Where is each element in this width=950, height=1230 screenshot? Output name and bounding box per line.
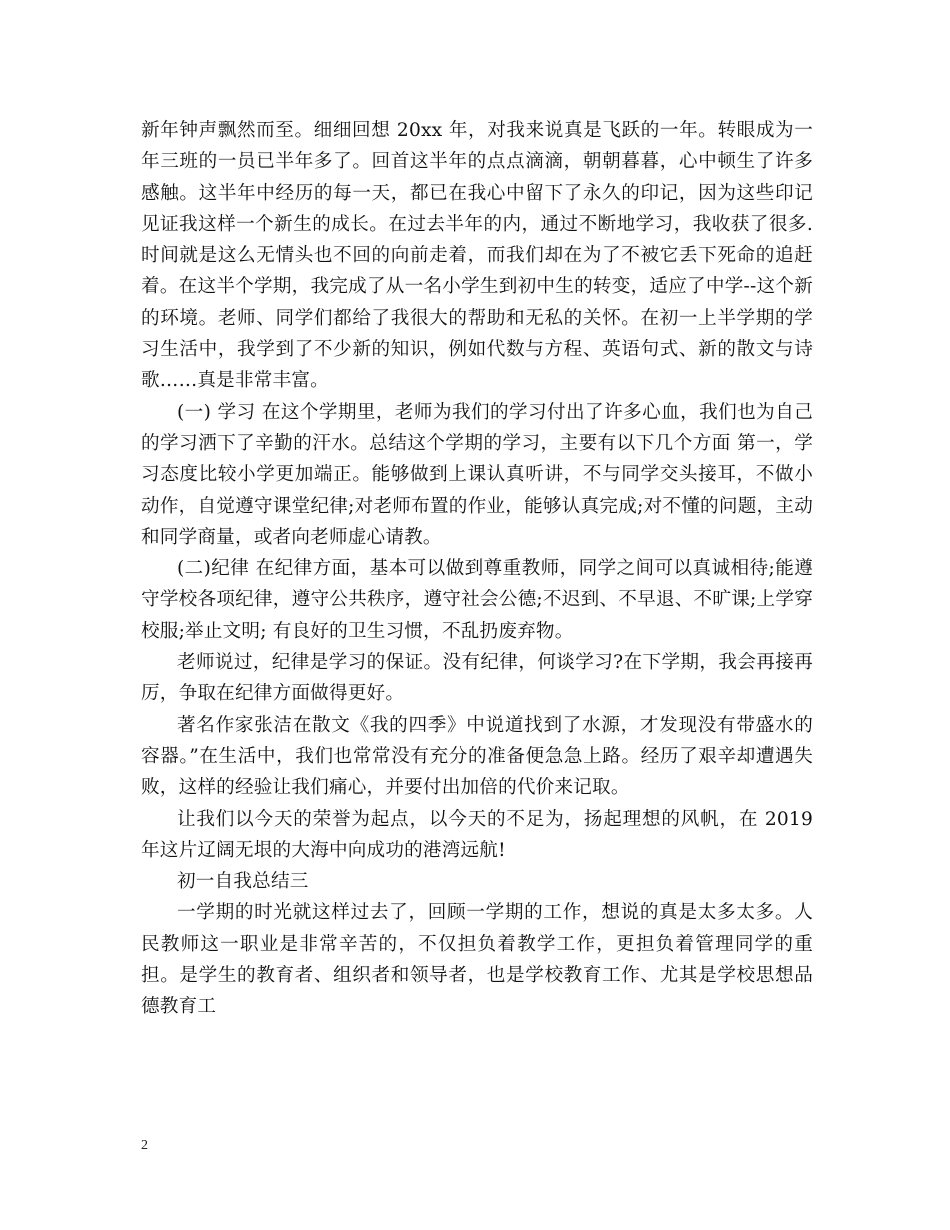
paragraph-study: (一) 学习 在这个学期里，老师为我们的学习付出了许多心血，我们也为自己的学习洒下了辛勤的汗水。总结这个学期的学习，主要有以下几个方面 第一，学习态度比较小学更加端正。能够做到上课认真听讲，不与同学交头接耳，不做小动作，自觉遵守课堂纪律;对老师布置的作业，能够认真完成;对不懂的问题，主动和同学商量，或者向老师虚心请教。 xyxy=(141,401,813,548)
paragraph-summary-three: 一学期的时光就这样过去了，回顾一学期的工作，想说的真是太多太多。人民教师这一职业是非常辛苦的，不仅担负着教学工作，更担负着管理同学的重担。是学生的教育者、组织者和领导者，也是学校教育工作、尤其是学校思想品德教育工 xyxy=(141,902,813,1018)
paragraph-teacher-quote: 老师说过，纪律是学习的保证。没有纪律，何谈学习?在下学期，我会再接再厉，争取在纪律方面做得更好。 xyxy=(141,652,813,705)
section-heading: 初一自我总结三 xyxy=(177,871,309,893)
document-body xyxy=(141,115,813,1023)
paragraph-intro: 新年钟声飘然而至。细细回想 20xx 年，对我来说真是飞跃的一年。转眼成为一年三班的一员已半年多了。回首这半年的点点滴滴，朝朝暮暮，心中顿生了许多感触。这半年中经历的每一天，都已在我心中留下了永久的印记，因为这些印记见证我这样一个新生的成长。在过去半年的内，通过不断地学习，我收获了很多.时间就是这么无情头也不回的向前走着，而我们却在为了不被它丢下死命的追赶着。在这半个学期，我完成了从一名小学生到初中生的转变，适应了中学--这个新的环境。老师、同学们都给了我很大的帮助和无私的关怀。在初一上半学期的学习生活中，我学到了不少新的知识，例如代数与方程、英语句式、新的散文与诗歌……真是非常丰富。 xyxy=(141,120,813,392)
paragraph-discipline: (二)纪律 在纪律方面，基本可以做到尊重教师，同学之间可以真诚相待;能遵守学校各项纪律，遵守公共秩序，遵守社会公德;不迟到、不早退、不旷课;上学穿校服;举止文明; 有良好的卫生习惯，不乱扔废弃物。 xyxy=(141,558,813,642)
page-number: 2 xyxy=(141,1138,148,1153)
paragraph-closing: 让我们以今天的荣誉为起点，以今天的不足为，扬起理想的风帆，在 2019 年这片辽阔无垠的大海中向成功的港湾远航! xyxy=(141,808,813,861)
paragraph-author-quote: 著名作家张洁在散文《我的四季》中说道找到了水源，才发现没有带盛水的容器。”在生活中，我们也常常没有充分的准备便急急上路。经历了艰辛却遭遇失败，这样的经验让我们痛心，并要付出加倍的代价来记取。 xyxy=(141,714,813,799)
